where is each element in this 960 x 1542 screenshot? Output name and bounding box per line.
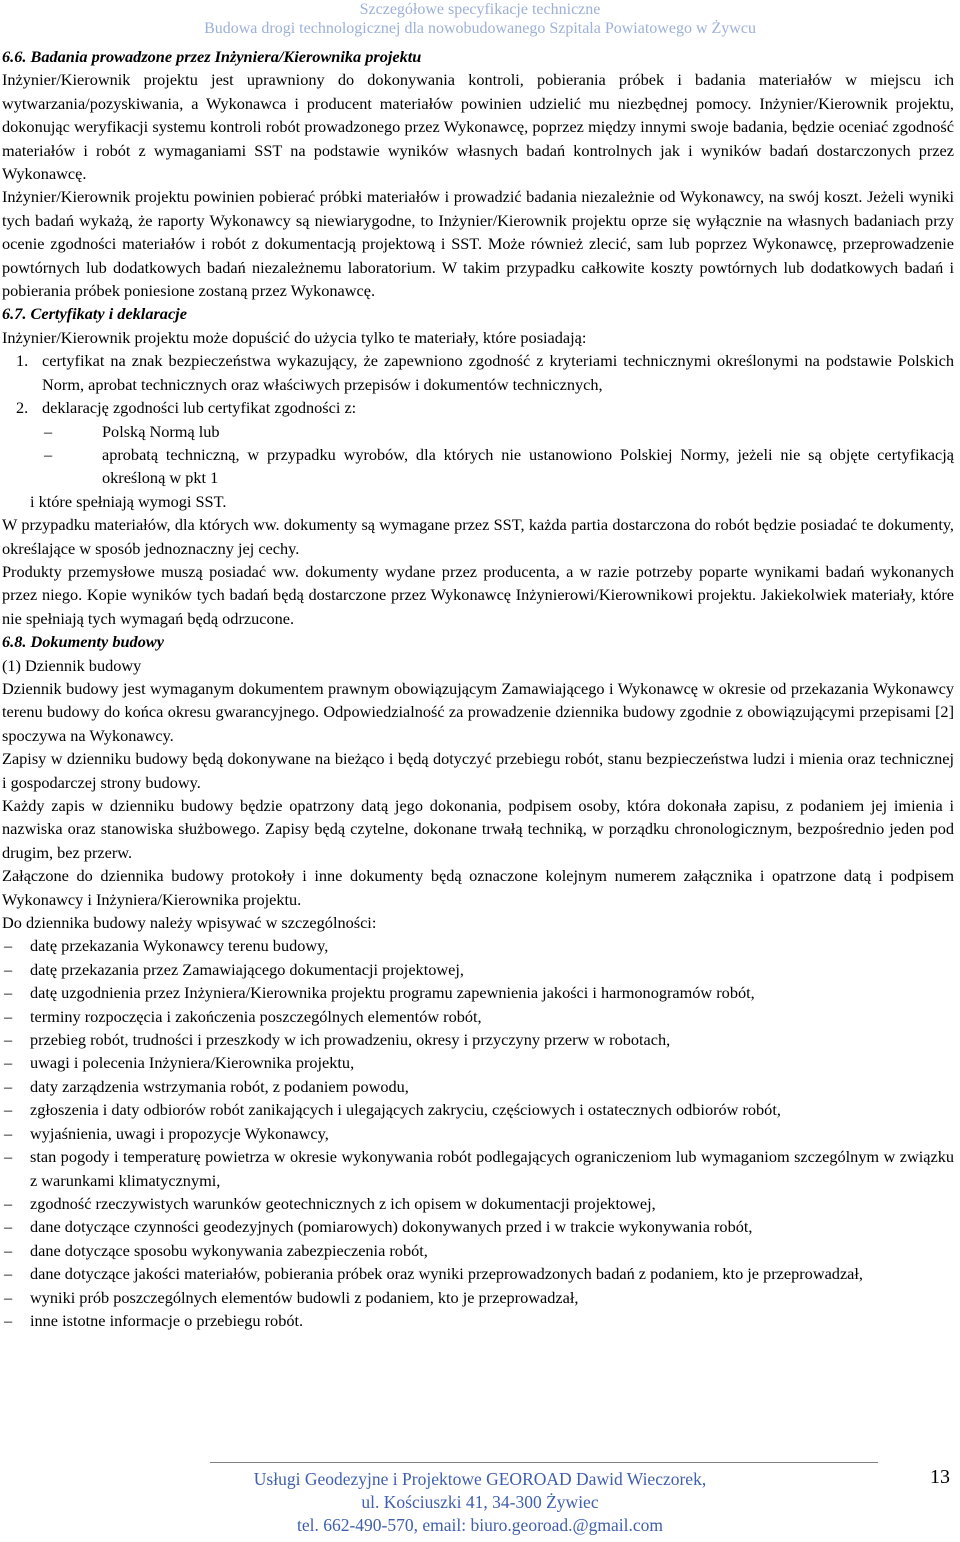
list-item — [2, 934, 954, 957]
paragraph: Każdy zapis w dzienniku budowy będzie opatrzony datą jego dokonania, podpisem osoby, która dokonała zapisu, z podaniem jej imienia i nazwiska oraz stanowiska służbowego. Zapisy będą czytelne, dokonane trwałą techniką, w porządku chronologicznym, bezpośrednio jeden pod drugim, bez przerw. — [2, 796, 954, 862]
list-item — [2, 1098, 954, 1121]
list-item — [2, 958, 954, 981]
dash-bullet: – — [4, 1147, 13, 1167]
dash-bullet: – — [4, 1076, 13, 1096]
dash-bullet: – — [4, 1053, 13, 1073]
item-number: 2. — [16, 398, 29, 418]
list-item — [2, 1286, 954, 1309]
list-item — [2, 1262, 954, 1285]
dash-bullet: – — [4, 1100, 13, 1120]
dash-bullet: – — [4, 1310, 13, 1330]
list-item — [2, 1192, 954, 1215]
list-item — [2, 1005, 954, 1028]
footer-street: ul. Kościuszki 41, 34-300 Żywiec — [361, 1492, 599, 1512]
dash-bullet: – — [4, 1123, 13, 1143]
paragraph: Dziennik budowy jest wymaganym dokumentem prawnym obowiązującym Zamawiającego i Wykonawcę w okresie od przekazania Wykonawcy terenu budowy do końca okresu gwarancyjnego. Odpowiedzialność za prowadzenie dziennika budowy zgodnie z obowiązującymi przepisami [2] spoczywa na Wykonawcy. — [2, 678, 954, 745]
list-item-text: inne istotne informacje o przebiegu robót. — [30, 1310, 304, 1330]
dash-bullet: – — [4, 959, 13, 979]
list-item-text: stan pogody i temperaturę powietrza w okresie wykonywania robót podlegających ograniczeniom lub wymaganiom szczególnym w związku z warunkami klimatycznymi, — [30, 1147, 954, 1190]
paragraph: Produkty przemysłowe muszą posiadać ww. dokumenty wydane przez producenta, a w razie potrzeby poparte wynikami badań wykonanych przez niego. Kopie wyników tych badań będą dostarczone przez Wykonawcę Inżynierowi/Kierownikowi projektu. Jakiekolwiek materiały, które nie spełniają tych wymagań będą odrzucone. — [2, 561, 954, 628]
dash-bullet: – — [4, 936, 13, 956]
section-heading-6-6: 6.6. Badania prowadzone przez Inżyniera/Kierownika projektu — [2, 47, 422, 66]
paragraph: Załączone do dziennika budowy protokoły i inne dokumenty będą oznaczone kolejnym numerem załącznika i opatrzone datą i podpisem Wykonawcy i Inżyniera/Kierownika projektu. — [2, 866, 954, 909]
paragraph: Zapisy w dzienniku budowy będą dokonywane na bieżąco i będą dotyczyć przebiegu robót, stanu bezpieczeństwa ludzi i mienia oraz technicznej i gospodarczej strony budowy. — [2, 749, 954, 792]
dash-bullet: – — [4, 983, 13, 1003]
header-title: Szczegółowe specyfikacje techniczne — [359, 1, 601, 18]
section-heading-6-8: 6.8. Dokumenty budowy — [2, 632, 164, 652]
header-subtitle: Budowa drogi technologicznej dla nowobudowanego Szpitala Powiatowego w Żywcu — [204, 20, 756, 37]
sub-heading: (1) Dziennik budowy — [2, 655, 142, 675]
sub-list-item — [2, 420, 954, 443]
sub-list-item — [2, 443, 954, 490]
list-item-text: wyniki prób poszczególnych elementów budowli z podaniem, kto je przeprowadzał, — [30, 1287, 579, 1307]
paragraph: W przypadku materiałów, dla których ww. dokumenty są wymagane przez SST, każda partia dostarczona do robót będzie posiadać te dokumenty, określające w sposób jednoznaczny jej cechy. — [2, 515, 954, 558]
list-item-text: datę przekazania przez Zamawiającego dokumentacji projektowej, — [30, 959, 464, 979]
list-item — [2, 1309, 954, 1332]
list-item-text: wyjaśnienia, uwagi i propozycje Wykonawcy, — [30, 1123, 329, 1143]
list-item-text: zgłoszenia i daty odbiorów robót zanikających i ulegających zakryciu, częściowych i ostatecznych odbiorów robót, — [30, 1100, 781, 1120]
document-body — [2, 45, 954, 1332]
item-text: aprobatą techniczną, w przypadku wyrobów, dla których nie ustanowiono Polskiej Normy, jeżeli nie są objęte certyfikacją określoną w pkt 1 — [102, 444, 954, 488]
list-item-text: uwagi i polecenia Inżyniera/Kierownika projektu, — [30, 1053, 355, 1073]
dash-bullet: – — [4, 1030, 13, 1050]
list-item — [2, 1051, 954, 1074]
paragraph: Inżynier/Kierownik projektu może dopuścić do użycia tylko te materiały, które posiadają: — [2, 327, 587, 347]
page-number: 13 — [930, 1466, 950, 1488]
list-item-text: przebieg robót, trudności i przeszkody w ich prowadzeniu, okresy i przyczyny przerw w robotach, — [30, 1030, 671, 1050]
list-item-text: daty zarządzenia wstrzymania robót, z podaniem powodu, — [30, 1076, 409, 1096]
list-item — [2, 1239, 954, 1262]
list-item — [2, 1028, 954, 1051]
numbered-item — [2, 349, 954, 396]
list-item-text: dane dotyczące jakości materiałów, pobierania próbek oraz wyniki przeprowadzonych badań z podaniem, kto je przeprowadzał, — [30, 1264, 863, 1284]
dash-bullet: – — [4, 1006, 13, 1026]
list-item — [2, 1215, 954, 1238]
dash-bullet: – — [4, 1264, 13, 1284]
dash-bullet: – — [4, 1217, 13, 1237]
footer-contact: tel. 662-490-570, email: biuro.georoad.@gmail.com — [296, 1515, 664, 1535]
footer-divider — [210, 1462, 878, 1463]
numbered-item — [2, 396, 954, 419]
list-item — [2, 1145, 954, 1192]
dash-bullet: – — [44, 421, 53, 441]
paragraph: Inżynier/Kierownik projektu jest uprawniony do dokonywania kontroli, pobierania próbek i badania materiałów w miejscu ich wytwarzania/pozyskiwania, a Wykonawca i producent materiałów powinien udzielić mu niezbędnej pomocy. Inżynier/Kierownik projektu, dokonując weryfikacji systemu kontroli robót prowadzonego przez Wykonawcę, poprzez między innymi swoje badania, będzie oceniać zgodność materiałów i robót z wymaganiami SST na podstawie wyników własnych badań kontrolnych jak i wyników badań dostarczonych przez Wykonawcę. — [2, 70, 954, 184]
paragraph: Inżynier/Kierownik projektu powinien pobierać próbki materiałów i prowadzić badania niezależnie od Wykonawcy, na swój koszt. Jeżeli wyniki tych badań wykażą, że raporty Wykonawcy są niewiarygodne, to Inżynier/Kierownik projektu oprze się wyłącznie na własnych badaniach przy ocenie zgodności materiałów i robót z dokumentacją projektową i SST. Może również zlecić, sam lub poprzez Wykonawcę, przeprowadzenie powtórnych lub dodatkowych badań niezależnemu laboratorium. W takim przypadku całkowite koszty powtórnych lub dodatkowych badań i pobierania próbek poniesione zostaną przez Wykonawcę. — [2, 187, 954, 301]
item-text: Polską Normą lub — [102, 421, 220, 441]
list-item — [2, 1075, 954, 1098]
list-item-text: zgodność rzeczywistych warunków geotechnicznych z ich opisem w dokumentacji projektowej, — [30, 1193, 656, 1213]
footer-address — [180, 1468, 780, 1537]
dash-bullet: – — [4, 1287, 13, 1307]
list-item-text: dane dotyczące czynności geodezyjnych (pomiarowych) dokonywanych przed i w trakcie wykonywania robót, — [30, 1217, 753, 1237]
list-item-text: datę przekazania Wykonawcy terenu budowy, — [30, 936, 329, 956]
list-item — [2, 1122, 954, 1145]
list-item-text: datę uzgodnienia przez Inżyniera/Kierownika projektu programu zapewnienia jakości i harmonogramów robót, — [30, 983, 755, 1003]
list-item — [2, 981, 954, 1004]
dash-bullet: – — [44, 444, 53, 464]
section-heading-6-7: 6.7. Certyfikaty i deklaracje — [2, 304, 187, 324]
paragraph: Do dziennika budowy należy wpisywać w szczególności: — [2, 913, 377, 933]
page-header — [0, 0, 960, 38]
dash-bullet: – — [4, 1240, 13, 1260]
paragraph: i które spełniają wymogi SST. — [30, 491, 227, 511]
list-item-text: terminy rozpoczęcia i zakończenia poszczególnych elementów robót, — [30, 1006, 482, 1026]
diary-entries-list — [2, 934, 954, 1332]
item-number: 1. — [16, 351, 29, 371]
item-text: deklarację zgodności lub certyfikat zgodności z: — [42, 398, 357, 418]
list-item-text: dane dotyczące sposobu wykonywania zabezpieczenia robót, — [30, 1240, 428, 1260]
dash-bullet: – — [4, 1193, 13, 1213]
item-text: certyfikat na znak bezpieczeństwa wykazujący, że zapewniono zgodność z kryteriami technicznymi określonymi na podstawie Polskich Norm, aprobat technicznych oraz właściwych przepisów i dokumentów technicznych, — [42, 351, 954, 394]
footer-company: Usługi Geodezyjne i Projektowe GEOROAD Dawid Wieczorek, — [253, 1469, 707, 1489]
